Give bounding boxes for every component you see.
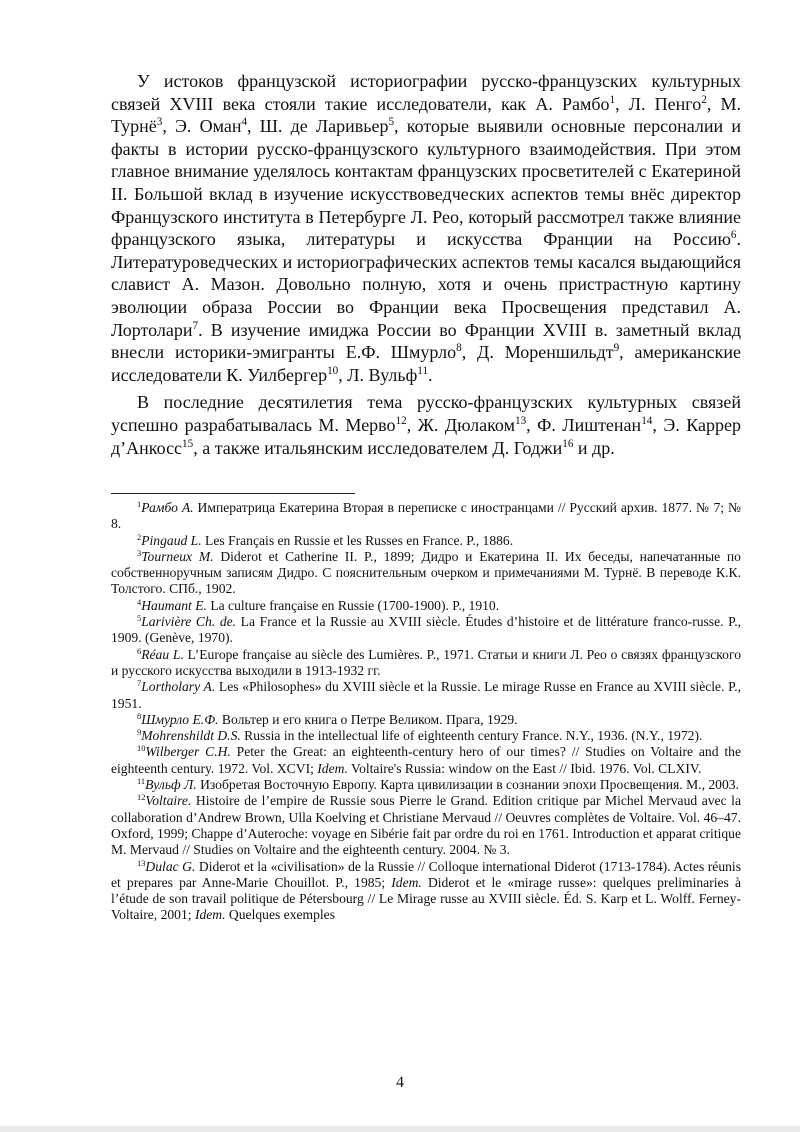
footnote-number: 10 bbox=[137, 743, 146, 754]
page-number: 4 bbox=[396, 1074, 404, 1091]
text-run: В последние десятилетия тема русско-французских культурных связей успешно разрабатывалась М. Мерво bbox=[111, 392, 741, 435]
footnote-text: Voltaire's Russia: window on the East // Ibid. 1976. Vol. CLXIV. bbox=[347, 760, 702, 776]
footnote bbox=[111, 500, 741, 533]
footnote-number: 13 bbox=[137, 857, 146, 868]
footnote-author: Idem. bbox=[194, 907, 226, 923]
footnote-number: 8 bbox=[137, 710, 142, 721]
footnote-author: Voltaire. bbox=[145, 793, 192, 809]
footnote-reference: 7 bbox=[192, 319, 199, 332]
footnote bbox=[111, 549, 741, 598]
scan-edge-shadow bbox=[0, 1126, 800, 1132]
footnote-reference: 4 bbox=[241, 116, 248, 129]
footnote-reference: 9 bbox=[613, 342, 620, 355]
text-run: , Ф. Лиштенан bbox=[526, 414, 642, 435]
text-run: . В изучение имиджа России во Франции XVIII в. заметный вклад внесли историки-эмигранты Е.Ф. Шмурло bbox=[111, 319, 741, 363]
footnote-author: Mohrenshildt D.S. bbox=[141, 728, 241, 744]
footnote bbox=[111, 679, 741, 712]
footnote-author: Wilberger C.H. bbox=[145, 744, 231, 760]
text-run: , Д. Мореншильдт bbox=[461, 342, 614, 363]
footnote-number: 9 bbox=[137, 726, 142, 737]
footnote bbox=[111, 533, 741, 549]
main-text bbox=[111, 70, 741, 459]
footnote-text: La culture française en Russie (1700-1900). P., 1910. bbox=[206, 597, 500, 613]
footnote-author: Шмурло Е.Ф. bbox=[141, 711, 219, 727]
footnote-text: Императрица Екатерина Вторая в переписке с иностранцами // Русский архив. 1877. № 7; № 8. bbox=[111, 500, 741, 532]
footnote-number: 5 bbox=[137, 612, 142, 623]
footnote-reference: 11 bbox=[417, 364, 429, 377]
footnote bbox=[111, 793, 741, 858]
body-paragraph bbox=[111, 391, 741, 459]
footnote-text: Diderot et Catherine II. P., 1899; Дидро и Екатерина II. Их беседы, напечатанные по собственноручным записям Дидро. С пояснительным очерком и примечаниями М. Турнё. В переводе К.К. Толстого. СПб., 1902. bbox=[111, 548, 741, 597]
footnote-text: Les Français en Russie et les Russes en France. P., 1886. bbox=[201, 532, 514, 548]
footnote-author: Lortholary A. bbox=[141, 679, 216, 695]
footnote-number: 1 bbox=[137, 498, 142, 509]
footnote-text: L’Europe française au siècle des Lumières. P., 1971. Статьи и книги Л. Рео о связях французского и русского искусства выходили в 1913-1932 гг. bbox=[111, 646, 741, 678]
text-run: , которые выявили основные персоналии и факты в истории русско-французского культурного взаимодействия. При этом главное внимание уделялось контактам французских просветителей с Екатериной II. Большой вклад в изучение искусствоведческих аспектов темы внёс директор Французского института в Петербурге Л. Рео, который рассмотрел также влияние французского языка, литературы и искусства Франции на Россию bbox=[111, 116, 741, 250]
footnote-text: Peter the Great: an eighteenth-century hero of our times? // Studies on Voltaire and the eighteenth century. 1972. Vol. XCVI; bbox=[111, 744, 741, 776]
footnote-text: Quelques exemples bbox=[225, 907, 336, 923]
footnote-reference: 14 bbox=[641, 415, 653, 427]
footnote-number: 4 bbox=[137, 596, 142, 607]
text-run: , Л. Пенго bbox=[615, 93, 702, 114]
footnote-reference: 8 bbox=[456, 342, 462, 355]
footnote-author: Tourneux M. bbox=[141, 548, 214, 564]
footnote-author: Idem. bbox=[391, 874, 422, 890]
text-run: , Ш. де Ларивьер bbox=[247, 116, 389, 137]
footnote-text: Diderot et le «mirage russe»: quelques preliminaries à l’étude de son travail politique de Pétersbourg // Le Mirage russe au XVIII siècle. Éd. S. Karp et L. Wolff. Ferney-Voltaire, 2001; bbox=[111, 874, 741, 923]
footnote bbox=[111, 777, 741, 793]
footnote bbox=[111, 712, 741, 728]
footnote-author: Рамбо А. bbox=[141, 500, 194, 515]
footnote-reference: 5 bbox=[388, 116, 395, 129]
footnote-reference: 15 bbox=[182, 437, 194, 450]
text-run: . Литературоведческих и историографических аспектов темы касался выдающийся славист А. Мазон. Довольно полную, хотя и очень пристрастную картину эволюции образа России во Франции века Просвещения представил А. Лортолари bbox=[111, 229, 741, 340]
text-run: и др. bbox=[573, 437, 615, 458]
text-run: , Ж. Дюлаком bbox=[406, 414, 515, 435]
footnote-author: Pingaud L. bbox=[141, 532, 202, 548]
footnote-author: Dulac G. bbox=[145, 858, 196, 874]
text-run: , Э. Каррер д’Анкосс bbox=[111, 414, 741, 458]
footnote-number: 7 bbox=[137, 678, 142, 689]
text-run: , М. Турнё bbox=[111, 93, 742, 137]
footnote-text: Diderot et la «civilisation» de la Russie // Colloque international Diderot (1713-1784). Actes réunis et prepares par Anne-Marie Chouillot. P., 1985; bbox=[111, 858, 741, 890]
footnote-number: 3 bbox=[137, 547, 142, 558]
footnote-reference: 2 bbox=[701, 93, 707, 106]
footnotes bbox=[111, 500, 741, 924]
footnote-reference: 10 bbox=[327, 364, 339, 377]
text-run: , а также итальянским исследователем Д. Годжи bbox=[193, 437, 563, 458]
footnote-text: Изобретая Восточную Европу. Карта цивилизации в сознании эпохи Просвещения. М., 2003. bbox=[196, 777, 739, 793]
footnote-reference: 6 bbox=[730, 229, 737, 242]
footnote-text: La France et la Russie au XVIII siècle. Études d’histoire et de littérature franco-russe. P., 1909. (Genève, 1970). bbox=[111, 614, 741, 646]
text-run: . bbox=[428, 364, 433, 385]
text-run: , Э. Оман bbox=[162, 116, 242, 137]
footnote bbox=[111, 728, 741, 744]
footnote bbox=[111, 598, 741, 614]
footnote-number: 6 bbox=[137, 645, 142, 656]
footnote-text: Вольтер и его книга о Петре Великом. Прага, 1929. bbox=[218, 711, 518, 727]
footnote-separator bbox=[111, 493, 355, 494]
footnote-number: 11 bbox=[137, 775, 146, 786]
footnote bbox=[111, 744, 741, 777]
footnote-author: Larivière Ch. de. bbox=[141, 614, 237, 630]
footnote-number: 12 bbox=[137, 792, 146, 803]
text-run: У истоков французской историографии русско-французских культурных связей XVIII века стояли такие исследователи, как А. Рамбо bbox=[111, 71, 741, 114]
footnote-reference: 3 bbox=[156, 116, 163, 129]
footnote-text: Les «Philosophes» du XVIII siècle et la Russie. Le mirage Russe en France au XVIII siècle. P., 1951. bbox=[111, 679, 741, 711]
text-run: , Л. Вульф bbox=[338, 364, 418, 385]
footnote-reference: 16 bbox=[562, 437, 574, 450]
footnote-text: Histoire de l’empire de Russie sous Pierre le Grand. Edition critique par Michel Mervaud avec la collaboration d’Andrew Brown, Ulla Koelving et Christiane Mervaud // Oeuvres complètes de Voltaire. Vol. 46–47. Oxford, 1999; Chappe d’Auteroche: voyage en Sibérie fait par ordre du roi en 1761. Introduction et apparat critique M. Mervaud // Studies on Voltaire and the eighteenth century. 2004. № 3. bbox=[111, 793, 742, 858]
footnote bbox=[111, 647, 741, 680]
footnote-author: Réau L. bbox=[141, 646, 184, 662]
footnote-reference: 1 bbox=[609, 93, 616, 106]
footnote bbox=[111, 859, 741, 924]
body-paragraph bbox=[111, 70, 741, 386]
footnote-reference: 12 bbox=[395, 415, 407, 427]
footnote-number: 2 bbox=[137, 531, 142, 542]
footnote-reference: 13 bbox=[514, 415, 527, 427]
footnote-text: Russia in the intellectual life of eighteenth century France. N.Y., 1936. (N.Y., 1972). bbox=[240, 728, 703, 744]
text-run: , американские исследователи К. Уилбергер bbox=[111, 342, 741, 385]
footnote-author: Haumant E. bbox=[141, 597, 207, 613]
footnote bbox=[111, 614, 741, 647]
footnote-author: Idem. bbox=[317, 760, 348, 776]
footnote-author: Вульф Л. bbox=[145, 777, 197, 793]
